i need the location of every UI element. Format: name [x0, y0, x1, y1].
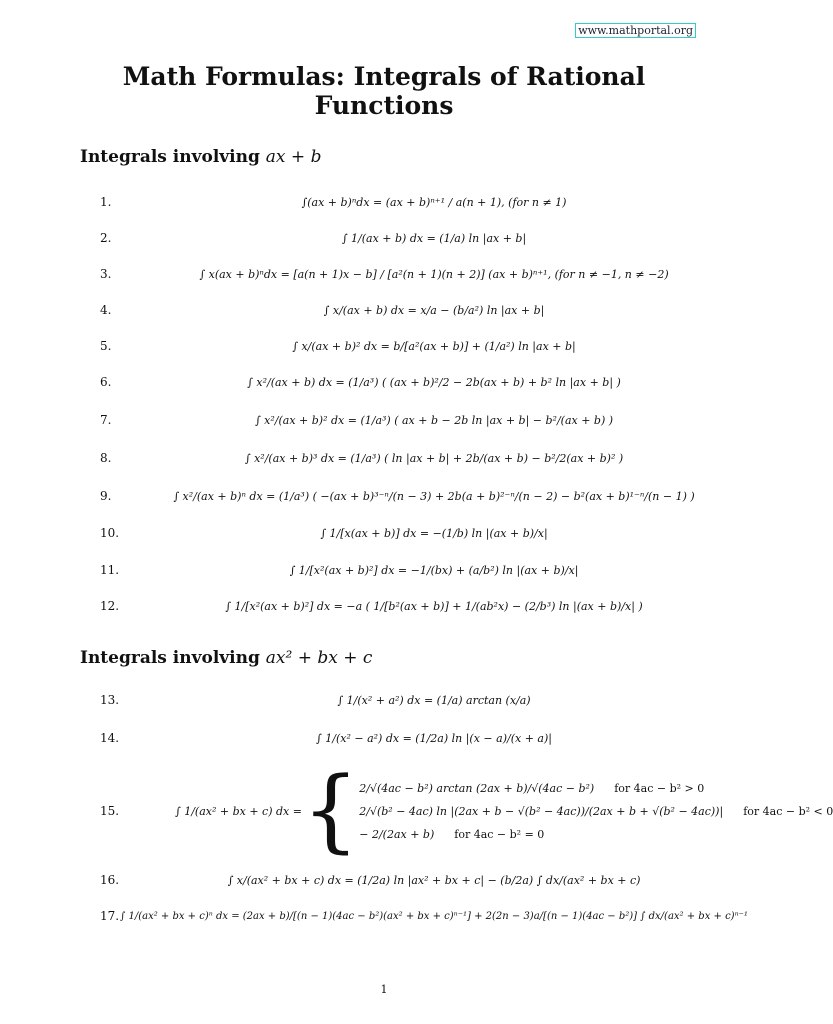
formula-number: 3. [100, 267, 112, 281]
formula-expression: ∫ x²/(ax + b)³ dx = (1/a³) ( ln |ax + b| + 2b/(ax + b) − b²/2(ax + b)² ) [244, 451, 624, 465]
formula-number: 5. [100, 339, 112, 353]
formula-row [0, 682, 768, 718]
formula-number: 4. [100, 303, 112, 317]
formula-expression: ∫ x/(ax² + bx + c) dx = (1/2a) ln |ax² + bx + c| − (b/2a) ∫ dx/(ax² + bx + c) [227, 873, 641, 887]
formula-number: 16. [100, 873, 120, 887]
page-title [0, 62, 768, 120]
formula-row [0, 898, 768, 934]
formula-row [0, 440, 768, 476]
formula-expression: ∫ x²/(ax + b)ⁿ dx = (1/a³) ( −(ax + b)³⁻ⁿ/(n − 3) + 2b(a + b)²⁻ⁿ/(n − 2) − b²(ax + b)¹⁻ⁿ/(n − 1) ) [173, 489, 695, 503]
case-row [359, 828, 833, 841]
formula-number: 11. [100, 563, 120, 577]
formula-expression: ∫ x²/(ax + b) dx = (1/a³) ( (ax + b)²/2 − 2b(ax + b) + b² ln |ax + b| ) [247, 375, 621, 389]
section-math: ax² + bx + c [265, 648, 373, 668]
formula-row [0, 328, 768, 364]
section-heading-linear [80, 147, 321, 167]
formula-row [0, 478, 768, 514]
title-line-1: Math Formulas: Integrals of Rational [122, 62, 646, 91]
formula-number: 1. [100, 195, 112, 209]
formula-row [0, 256, 768, 292]
formula-row [0, 364, 768, 400]
formula-expression: ∫ x²/(ax + b)² dx = (1/a³) ( ax + b − 2b ln |ax + b| − b²/(ax + b) ) [254, 413, 614, 427]
formula-number: 12. [100, 599, 120, 613]
formula-row [0, 402, 768, 438]
formula-expression: ∫ 1/(x² + a²) dx = (1/a) arctan (x/a) [337, 693, 531, 707]
formula-row [0, 588, 768, 624]
formula-expression: ∫ 1/(ax + b) dx = (1/a) ln |ax + b| [341, 231, 527, 245]
formula-expression: ∫ x(ax + b)ⁿdx = [a(n + 1)x − b] / [a²(n + 1)(n + 2)] (ax + b)ⁿ⁺¹, (for n ≠ −1, n ≠ −2) [199, 267, 669, 281]
section-math: ax + b [265, 147, 322, 167]
case-expression: 2/√(4ac − b²) arctan (2ax + b)/√(4ac − b²) [359, 781, 595, 795]
section-heading-quadratic [80, 648, 372, 668]
formula-lhs: ∫ 1/(ax² + bx + c) dx = [175, 804, 302, 818]
formula-expression: ∫ 1/[x²(ax + b)²] dx = −1/(bx) + (a/b²) ln |(ax + b)/x| [289, 563, 579, 577]
formula-expression: ∫ 1/[x(ax + b)] dx = −(1/b) ln |(ax + b)/x| [320, 526, 548, 540]
left-brace-icon: { [301, 758, 360, 863]
case-expression: 2/√(b² − 4ac) ln |(2ax + b − √(b² − 4ac))/(2ax + b + √(b² − 4ac))| [359, 804, 724, 818]
formula-expression: ∫ x/(ax + b) dx = x/a − (b/a²) ln |ax + b| [323, 303, 545, 317]
case-row [359, 782, 833, 795]
formula-number: 9. [100, 489, 112, 503]
formula-number: 10. [100, 526, 120, 540]
formula-number: 8. [100, 451, 112, 465]
formula-row [0, 292, 768, 328]
section-label: Integrals involving [80, 147, 260, 167]
formula-row [0, 720, 768, 756]
formula-expression: ∫ 1/(ax² + bx + c)ⁿ dx = (2ax + b)/[(n − 1)(4ac − b²)(ax² + bx + c)ⁿ⁻¹] + 2(2n − 3)a/[(n − 1)(4ac − b²)] ∫ dx/(ax² + bx + c)ⁿ⁻¹ [120, 910, 748, 922]
formula-cases [359, 782, 833, 841]
formula-row-cases [0, 758, 833, 864]
formula-expression: ∫ 1/[x²(ax + b)²] dx = −a ( 1/[b²(ax + b)] + 1/(ab²x) − (2/b³) ln |(ax + b)/x| ) [225, 599, 643, 613]
page-number: 1 [380, 983, 388, 996]
formula-expression: ∫(ax + b)ⁿdx = (ax + b)ⁿ⁺¹ / a(n + 1), (for n ≠ 1) [301, 195, 567, 209]
formula-expression: ∫ 1/(x² − a²) dx = (1/2a) ln |(x − a)/(x + a)| [316, 731, 552, 745]
case-expression: − 2/(2ax + b) [359, 827, 435, 841]
case-condition: for 4ac − b² < 0 [743, 804, 833, 818]
title-line-2: Functions [314, 91, 454, 120]
formula-number: 17. [100, 909, 120, 923]
formula-number: 14. [100, 731, 120, 745]
formula-number: 15. [100, 804, 120, 818]
case-condition: for 4ac − b² = 0 [454, 827, 545, 841]
formula-row [0, 862, 768, 898]
case-condition: for 4ac − b² > 0 [614, 781, 705, 795]
header-url[interactable]: www.mathportal.org [575, 23, 696, 38]
formula-number: 7. [100, 413, 112, 427]
formula-row [0, 184, 768, 220]
formula-number: 13. [100, 693, 120, 707]
formula-row [0, 552, 768, 588]
formula-row [0, 220, 768, 256]
case-row [359, 805, 833, 818]
formula-expression: ∫ x/(ax + b)² dx = b/[a²(ax + b)] + (1/a²) ln |ax + b| [292, 339, 576, 353]
formula-number: 6. [100, 375, 112, 389]
formula-number: 2. [100, 231, 112, 245]
formula-row [0, 515, 768, 551]
section-label: Integrals involving [80, 648, 260, 668]
